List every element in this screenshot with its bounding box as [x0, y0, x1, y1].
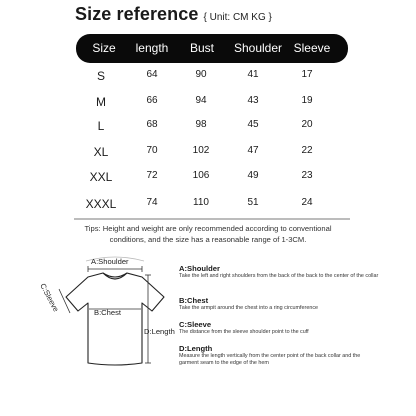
tips-line: Tips: Height and weight are only recommended according to conventional: [84, 224, 332, 233]
bust-cell: 98: [195, 119, 207, 130]
length-cell: 66: [146, 95, 158, 106]
bust-cell: 110: [193, 197, 209, 208]
bust-cell: 94: [195, 95, 207, 106]
definition-description: Take the left and right shoulders from the back of the back to the center of the collar: [179, 273, 379, 279]
length-cell: 70: [146, 145, 158, 156]
shoulder-cell: 49: [247, 170, 259, 181]
unit-label: { Unit: CM KG }: [203, 12, 272, 23]
length-cell: 72: [146, 170, 158, 181]
bust-cell: 106: [192, 170, 210, 181]
diagram-label-chest: B:Chest: [94, 308, 122, 317]
column-header-length: length: [135, 41, 169, 55]
size-cell: M: [96, 95, 106, 109]
definition-description: Take the armpit around the chest into a ring circumference: [179, 305, 319, 311]
definition-description: The distance from the sleeve shoulder point to the cuff: [179, 329, 309, 335]
column-header-sleeve: Sleeve: [293, 41, 331, 55]
column-header-shoulder: Shoulder: [233, 41, 283, 55]
diagram-label-shoulder: A:Shoulder: [91, 257, 129, 266]
title-row: [75, 4, 272, 28]
diagram-label-length: D:Length: [144, 327, 175, 336]
size-cell: XL: [93, 145, 109, 159]
definition-description: Measure the length vertically from the center point of the back collar and the garment seam to the edge of the hem: [179, 353, 361, 366]
sleeve-cell: 19: [301, 95, 313, 106]
table-row: [0, 170, 416, 194]
tshirt-outline: [66, 273, 164, 365]
sleeve-cell: 17: [301, 69, 313, 80]
column-header-size: Size: [92, 41, 116, 55]
definition-chest: [179, 296, 379, 312]
table-row: [0, 145, 416, 169]
sleeve-cell: 24: [301, 197, 313, 208]
length-cell: 68: [146, 119, 158, 130]
shoulder-cell: 45: [247, 119, 259, 130]
size-cell: XXL: [89, 170, 113, 184]
table-row: [0, 69, 416, 93]
size-cell: L: [97, 119, 105, 133]
sleeve-cell: 23: [301, 170, 313, 181]
sleeve-cell: 20: [301, 119, 313, 130]
shoulder-cell: 51: [247, 197, 259, 208]
tips-note: [40, 224, 376, 245]
definition-title: C:Sleeve: [179, 320, 212, 329]
tshirt-diagram: [38, 251, 184, 391]
definition-shoulder: [179, 264, 379, 280]
shoulder-cell: 41: [247, 69, 259, 80]
sleeve-cell: 22: [301, 145, 313, 156]
page-title: Size reference: [75, 4, 199, 24]
bust-cell: 90: [195, 69, 207, 80]
length-cell: 74: [146, 197, 158, 208]
size-cell: S: [96, 69, 105, 83]
tshirt-illustration: [48, 251, 184, 391]
definition-title: A:Shoulder: [179, 264, 220, 273]
shoulder-cell: 47: [247, 145, 259, 156]
tips-line: conditions, and the size has a reasonable range of 1-3CM.: [109, 234, 307, 244]
definition-title: D:Length: [179, 344, 213, 353]
definition-title: B:Chest: [179, 296, 209, 305]
column-header-bust: Bust: [189, 41, 214, 55]
shoulder-cell: 43: [247, 95, 259, 106]
definition-sleeve: [179, 320, 379, 336]
bust-cell: 102: [192, 145, 210, 156]
length-cell: 64: [146, 69, 158, 80]
table-header: [76, 34, 348, 63]
diagram-label-sleeve: C:Sleeve: [38, 281, 61, 314]
definition-length: [179, 344, 379, 367]
table-divider: [74, 218, 350, 220]
table-row: [0, 119, 416, 143]
size-cell: XXXL: [85, 197, 117, 211]
table-row: [0, 95, 416, 119]
